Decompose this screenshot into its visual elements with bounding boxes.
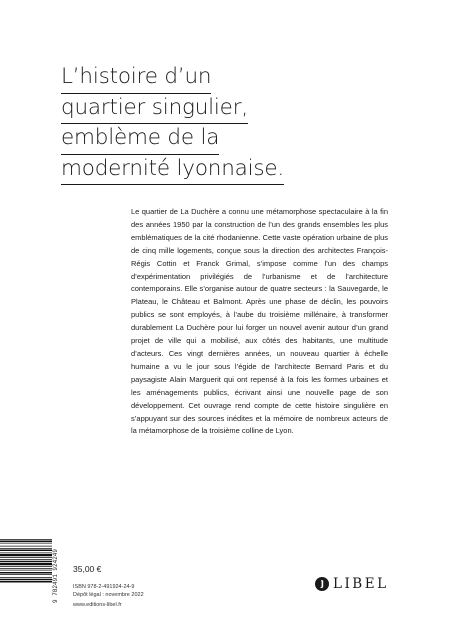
tagline-line-2: quartier singulier, [61, 94, 248, 125]
libel-logo-icon [315, 577, 329, 591]
book-description: Le quartier de La Duchère a connu une métamorphose spectaculaire à la fin des années 1950 par la construction de l’un des grands ensembles les plus emblématiques de la cité rhodanienne. Cette vaste opération urbaine de plus de cinq mille logements, conçue sous la direction des architectes François-Régis Cottin et Franck Grimal, s’impose comme l’un des champs d’expérimentation privilégiés de l’urbanisme et de l’architecture contemporains. Elle s’organise autour de quatre secteurs : la Sauvegarde, le Plateau, le Château et Balmont. Après une phase de déclin, les pouvoirs publics se sont employés, à l’aube du troisième millénaire, à transformer durablement La Duchère pour lui forger un nouvel avenir autour d’un grand projet de ville qui a mobilisé, aux côtés des habitants, une multitude d’acteurs. Ces vingt dernières années, un nouveau quartier à échelle humaine a vu le jour sous l’égide de l’architecte Bernard Paris et du paysagiste Alain Marguerit qui ont repensé à la fois les formes urbaines et les aménagements publics, écrivant ainsi une nouvelle page de son développement. Cet ouvrage rend compte de cette histoire singulière en s’appuyant sur des sources inédites et la mémoire de nombreux acteurs de la métamorphose de la troisième colline de Lyon. [131, 207, 388, 436]
tagline-line-1: L’histoire d’un [61, 63, 211, 94]
price: 35,00 € [73, 564, 102, 574]
isbn: ISBN 978-2-491924-24-9 [73, 584, 135, 590]
legal-deposit: Dépôt légal : novembre 2022 [73, 592, 144, 598]
barcode-number: 9 782491 924249 [52, 549, 59, 604]
tagline-line-4: modernité lyonnaise. [61, 155, 284, 186]
back-cover-tagline [61, 63, 391, 185]
barcode-icon [0, 538, 52, 616]
publisher-logo-text: LIBEL [333, 576, 389, 592]
tagline-line-3: emblème de la [61, 124, 219, 155]
publisher-website: www.editions-libel.fr [73, 602, 122, 608]
